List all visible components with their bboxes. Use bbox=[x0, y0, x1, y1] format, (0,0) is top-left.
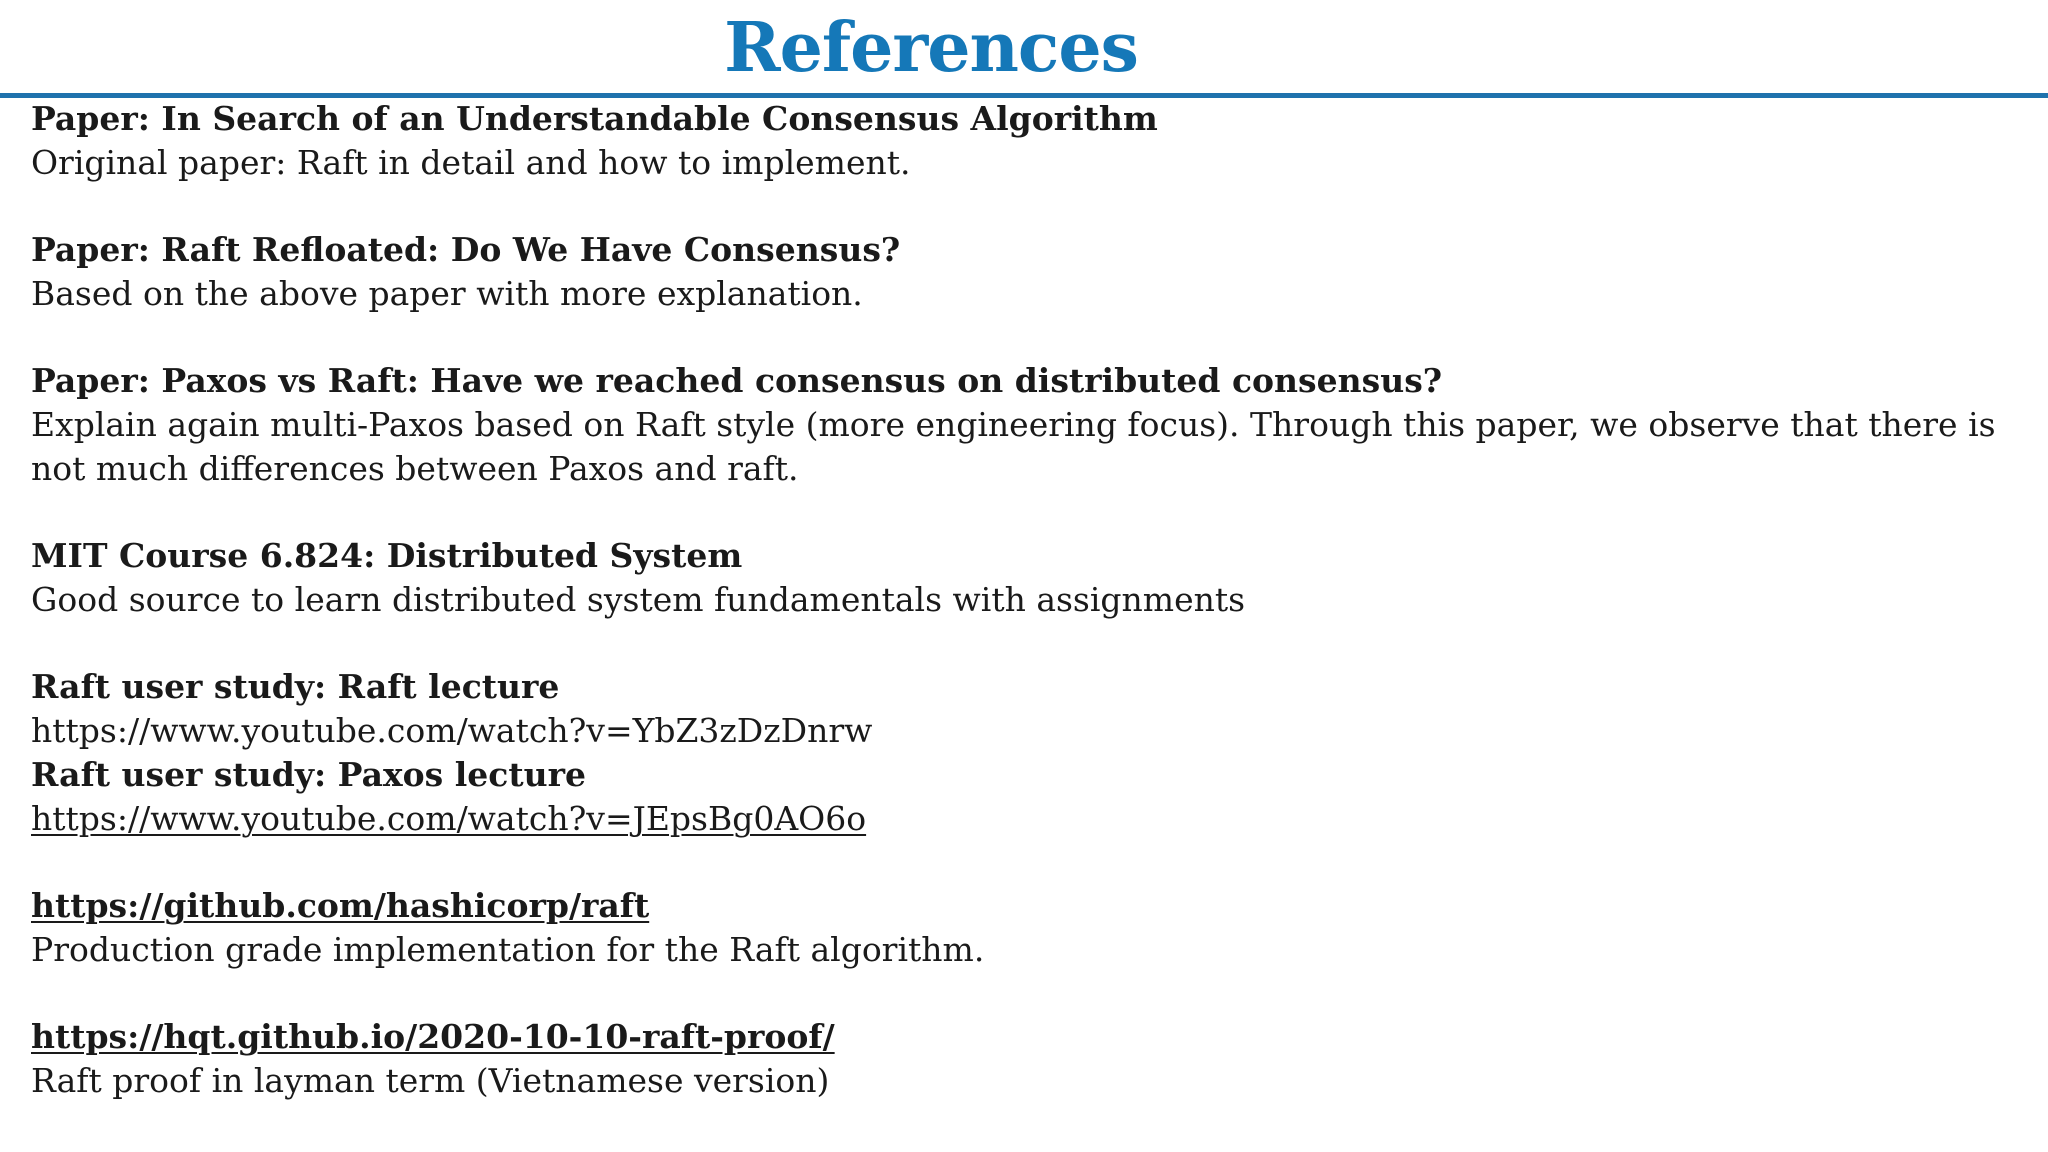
reference-item bbox=[31, 534, 2021, 622]
reference-item bbox=[31, 753, 2021, 841]
reference-link-youtube-raft: https://www.youtube.com/watch?v=YbZ3zDzDnrw bbox=[31, 711, 873, 750]
references-list bbox=[31, 97, 2021, 1103]
reference-description: Explain again multi-Paxos based on Raft style (more engineering focus). Through this paper, we observe that there is not much differences between Paxos and raft. bbox=[31, 405, 1996, 488]
reference-description: Based on the above paper with more explanation. bbox=[31, 274, 863, 313]
reference-item bbox=[31, 884, 2021, 972]
reference-heading: Paper: Raft Refloated: Do We Have Consensus? bbox=[31, 230, 901, 269]
reference-heading: Paper: In Search of an Understandable Consensus Algorithm bbox=[31, 99, 1158, 138]
reference-description: Original paper: Raft in detail and how to implement. bbox=[31, 143, 911, 182]
reference-description: Production grade implementation for the Raft algorithm. bbox=[31, 930, 985, 969]
reference-heading: Raft user study: Paxos lecture bbox=[31, 755, 586, 794]
reference-link-youtube-paxos[interactable]: https://www.youtube.com/watch?v=JEpsBg0AO6o bbox=[31, 799, 867, 838]
reference-heading: MIT Course 6.824: Distributed System bbox=[31, 536, 743, 575]
reference-item bbox=[31, 1015, 2021, 1103]
reference-link-github-hashicorp[interactable]: https://github.com/hashicorp/raft bbox=[31, 886, 650, 925]
reference-description: Raft proof in layman term (Vietnamese version) bbox=[31, 1061, 830, 1100]
reference-heading: Paper: Paxos vs Raft: Have we reached consensus on distributed consensus? bbox=[31, 361, 1443, 400]
reference-item bbox=[31, 665, 2021, 753]
slide-title: References bbox=[724, 8, 1138, 88]
reference-item bbox=[31, 97, 2021, 185]
reference-link-raft-proof[interactable]: https://hqt.github.io/2020-10-10-raft-proof/ bbox=[31, 1017, 835, 1056]
reference-heading: Raft user study: Raft lecture bbox=[31, 667, 560, 706]
reference-item bbox=[31, 228, 2021, 316]
reference-description: Good source to learn distributed system fundamentals with assignments bbox=[31, 580, 1246, 619]
reference-item bbox=[31, 359, 2021, 491]
